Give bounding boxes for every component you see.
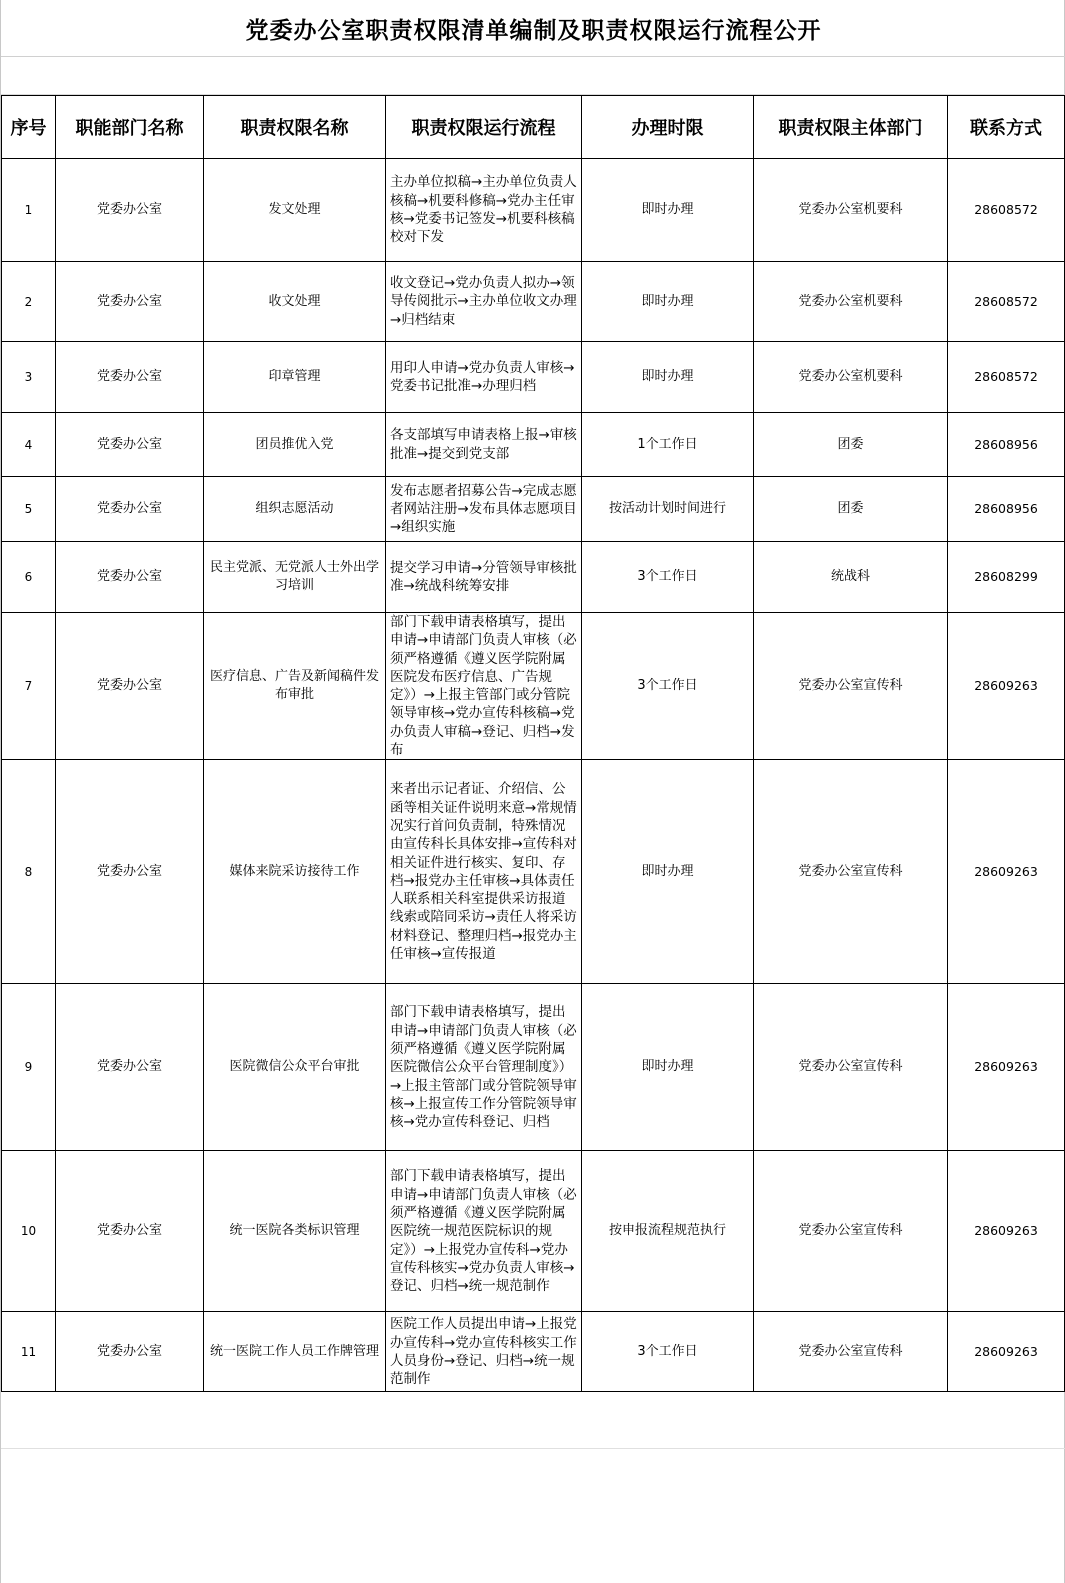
table-row xyxy=(2,262,1065,342)
page-title: 党委办公室职责权限清单编制及职责权限运行流程公开 xyxy=(245,17,822,44)
cell-flow: 发布志愿者招募公告→完成志愿者网站注册→发布具体志愿项目→组织实施 xyxy=(386,477,582,542)
header-no: 序号 xyxy=(2,96,56,159)
cell-name: 民主党派、无党派人士外出学习培训 xyxy=(204,542,386,613)
cell-owner: 党委办公室宣传科 xyxy=(754,984,948,1151)
table-row xyxy=(2,342,1065,413)
cell-name: 组织志愿活动 xyxy=(204,477,386,542)
table-row xyxy=(2,159,1065,262)
cell-phone: 28608299 xyxy=(948,542,1065,613)
table-row xyxy=(2,477,1065,542)
cell-dept: 党委办公室 xyxy=(56,542,204,613)
cell-phone: 28609263 xyxy=(948,613,1065,760)
cell-name: 医院微信公众平台审批 xyxy=(204,984,386,1151)
cell-no: 3 xyxy=(2,342,56,413)
header-owner: 职责权限主体部门 xyxy=(754,96,948,159)
cell-time: 按活动计划时间进行 xyxy=(582,477,754,542)
table-row xyxy=(2,984,1065,1151)
header-phone: 联系方式 xyxy=(948,96,1065,159)
cell-flow: 部门下载申请表格填写，提出申请→申请部门负责人审核（必须严格遵循《遵义医学院附属医院统一规范医院标识的规定》）→上报党办宣传科→党办宣传科核实→党办负责人审核→登记、归档→统一规范制作 xyxy=(386,1151,582,1312)
cell-dept: 党委办公室 xyxy=(56,262,204,342)
table-row xyxy=(2,613,1065,760)
cell-no: 5 xyxy=(2,477,56,542)
cell-name: 团员推优入党 xyxy=(204,413,386,477)
cell-phone: 28608572 xyxy=(948,262,1065,342)
duty-table xyxy=(1,95,1065,1392)
cell-phone: 28608956 xyxy=(948,477,1065,542)
cell-no: 11 xyxy=(2,1312,56,1392)
cell-name: 统一医院工作人员工作牌管理 xyxy=(204,1312,386,1392)
title-row xyxy=(1,0,1065,57)
cell-time: 即时办理 xyxy=(582,262,754,342)
cell-owner: 团委 xyxy=(754,477,948,542)
cell-name: 统一医院各类标识管理 xyxy=(204,1151,386,1312)
cell-dept: 党委办公室 xyxy=(56,159,204,262)
cell-dept: 党委办公室 xyxy=(56,1312,204,1392)
cell-owner: 统战科 xyxy=(754,542,948,613)
cell-flow: 部门下载申请表格填写，提出申请→申请部门负责人审核（必须严格遵循《遵义医学院附属医院发布医疗信息、广告规定》）→上报主管部门或分管院领导审核→党办宣传科核稿→党办负责人审稿→登记、归档→发布 xyxy=(386,613,582,760)
table-row xyxy=(2,760,1065,984)
cell-no: 8 xyxy=(2,760,56,984)
cell-phone: 28608572 xyxy=(948,342,1065,413)
cell-owner: 团委 xyxy=(754,413,948,477)
cell-name: 医疗信息、广告及新闻稿件发布审批 xyxy=(204,613,386,760)
cell-phone: 28609263 xyxy=(948,1312,1065,1392)
cell-dept: 党委办公室 xyxy=(56,613,204,760)
cell-flow: 医院工作人员提出申请→上报党办宣传科→党办宣传科核实工作人员身份→登记、归档→统一规范制作 xyxy=(386,1312,582,1392)
cell-no: 4 xyxy=(2,413,56,477)
cell-time: 3个工作日 xyxy=(582,1312,754,1392)
cell-flow: 主办单位拟稿→主办单位负责人核稿→机要科修稿→党办主任审核→党委书记签发→机要科核稿校对下发 xyxy=(386,159,582,262)
cell-time: 3个工作日 xyxy=(582,613,754,760)
cell-time: 1个工作日 xyxy=(582,413,754,477)
cell-phone: 28608956 xyxy=(948,413,1065,477)
cell-no: 6 xyxy=(2,542,56,613)
cell-owner: 党委办公室宣传科 xyxy=(754,760,948,984)
cell-owner: 党委办公室机要科 xyxy=(754,159,948,262)
header-dept: 职能部门名称 xyxy=(56,96,204,159)
cell-owner: 党委办公室宣传科 xyxy=(754,1151,948,1312)
cell-owner: 党委办公室机要科 xyxy=(754,342,948,413)
cell-time: 即时办理 xyxy=(582,760,754,984)
cell-name: 发文处理 xyxy=(204,159,386,262)
header-name: 职责权限名称 xyxy=(204,96,386,159)
cell-owner: 党委办公室宣传科 xyxy=(754,1312,948,1392)
cell-phone: 28609263 xyxy=(948,984,1065,1151)
cell-flow: 各支部填写申请表格上报→审核批准→提交到党支部 xyxy=(386,413,582,477)
table-row xyxy=(2,1312,1065,1392)
cell-owner: 党委办公室机要科 xyxy=(754,262,948,342)
cell-name: 印章管理 xyxy=(204,342,386,413)
cell-flow: 来者出示记者证、介绍信、公函等相关证件说明来意→常规情况实行首问负责制，特殊情况由宣传科长具体安排→宣传科对相关证件进行核实、复印、存档→报党办主任审核→具体责任人联系相关科室提供采访报道线索或陪同采访→责任人将采访材料登记、整理归档→报党办主任审核→宣传报道 xyxy=(386,760,582,984)
cell-flow: 部门下载申请表格填写，提出申请→申请部门负责人审核（必须严格遵循《遵义医学院附属医院微信公众平台管理制度》）→上报主管部门或分管院领导审核→上报宣传工作分管院领导审核→党办宣传科登记、归档 xyxy=(386,984,582,1151)
cell-no: 2 xyxy=(2,262,56,342)
cell-phone: 28609263 xyxy=(948,760,1065,984)
cell-no: 7 xyxy=(2,613,56,760)
cell-no: 9 xyxy=(2,984,56,1151)
cell-time: 按申报流程规范执行 xyxy=(582,1151,754,1312)
cell-time: 3个工作日 xyxy=(582,542,754,613)
cell-no: 10 xyxy=(2,1151,56,1312)
table-row xyxy=(2,542,1065,613)
cell-flow: 收文登记→党办负责人拟办→领导传阅批示→主办单位收文办理→归档结束 xyxy=(386,262,582,342)
cell-name: 收文处理 xyxy=(204,262,386,342)
cell-name: 媒体来院采访接待工作 xyxy=(204,760,386,984)
cell-no: 1 xyxy=(2,159,56,262)
cell-time: 即时办理 xyxy=(582,984,754,1151)
cell-dept: 党委办公室 xyxy=(56,760,204,984)
cell-flow: 提交学习申请→分管领导审核批准→统战科统筹安排 xyxy=(386,542,582,613)
blank-row xyxy=(1,57,1065,95)
cell-time: 即时办理 xyxy=(582,342,754,413)
table-row xyxy=(2,1151,1065,1312)
cell-dept: 党委办公室 xyxy=(56,984,204,1151)
cell-flow: 用印人申请→党办负责人审核→党委书记批准→办理归档 xyxy=(386,342,582,413)
cell-dept: 党委办公室 xyxy=(56,1151,204,1312)
header-time: 办理时限 xyxy=(582,96,754,159)
blank-row xyxy=(1,1397,1065,1449)
cell-time: 即时办理 xyxy=(582,159,754,262)
header-flow: 职责权限运行流程 xyxy=(386,96,582,159)
cell-dept: 党委办公室 xyxy=(56,342,204,413)
cell-dept: 党委办公室 xyxy=(56,413,204,477)
table-row xyxy=(2,413,1065,477)
cell-owner: 党委办公室宣传科 xyxy=(754,613,948,760)
header-row xyxy=(2,96,1065,159)
cell-dept: 党委办公室 xyxy=(56,477,204,542)
cell-phone: 28608572 xyxy=(948,159,1065,262)
cell-phone: 28609263 xyxy=(948,1151,1065,1312)
